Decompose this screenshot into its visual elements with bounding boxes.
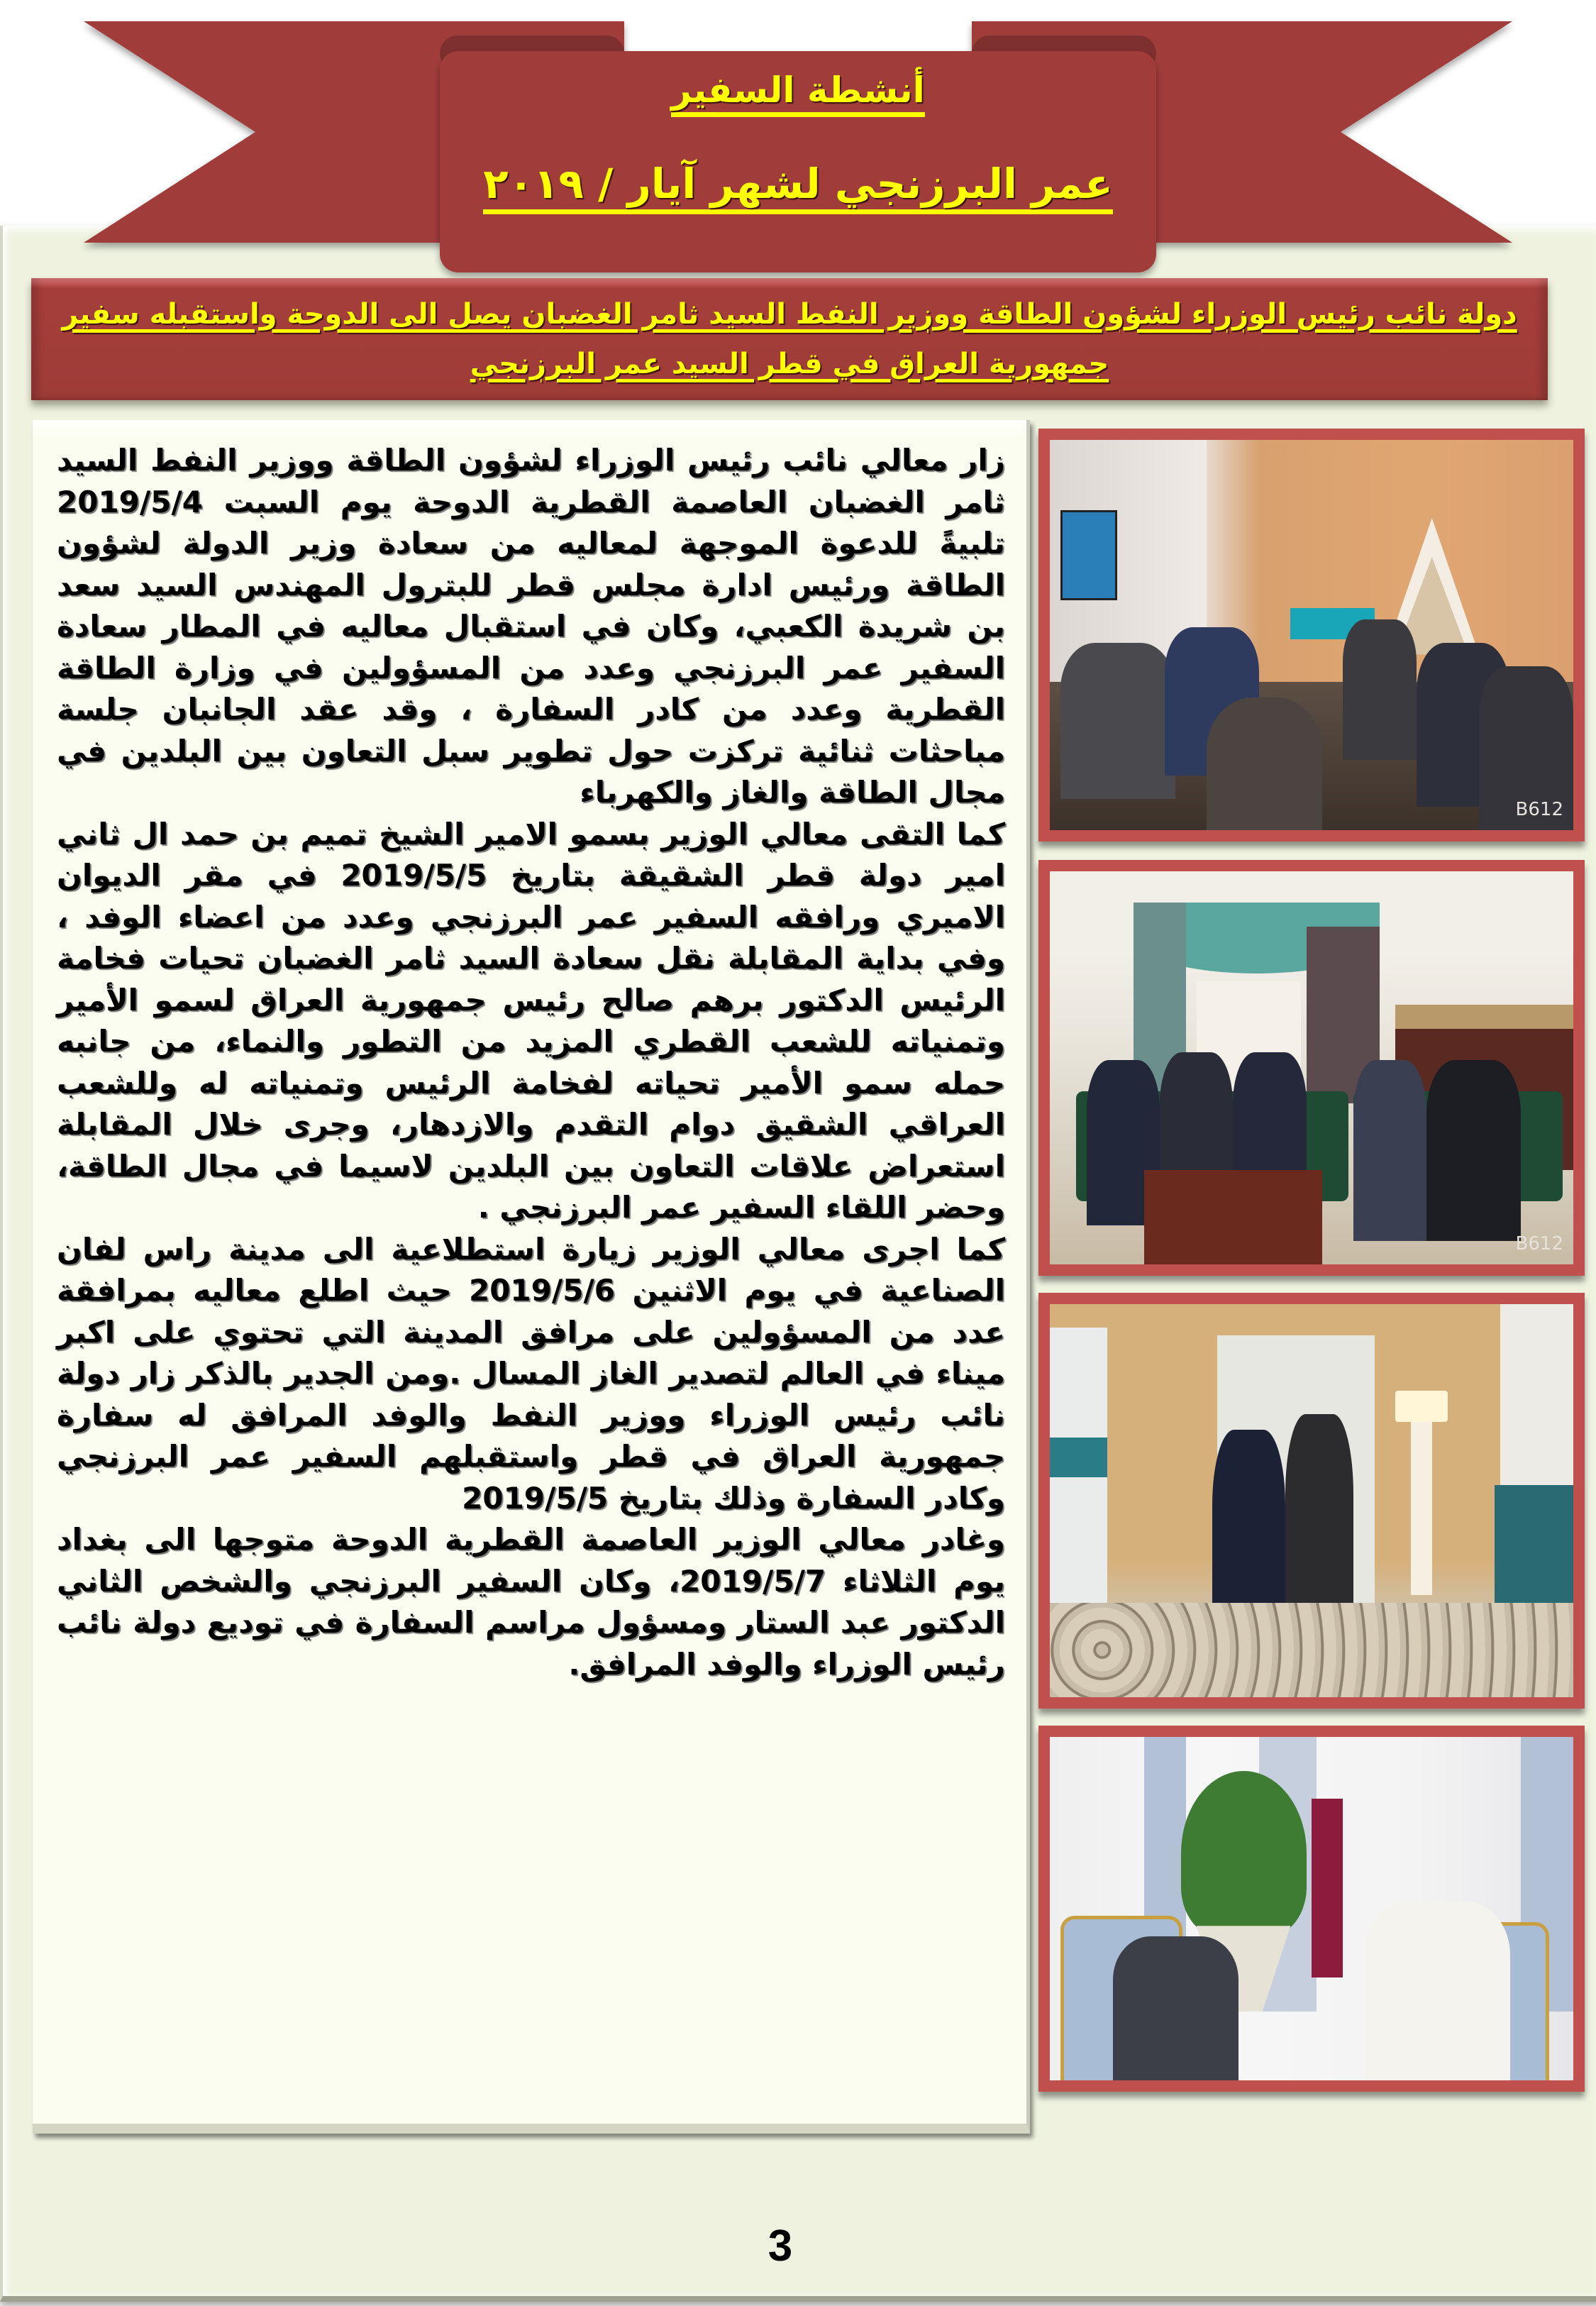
emir-meeting-photo (1038, 1726, 1585, 2092)
article-text-box (33, 420, 1030, 2134)
paragraph-arrival: زار معالي نائب رئيس الوزراء لشؤون الطاقة ووزير النفط السيد ثامر الغضبان العاصمة القطرية الدوحة يوم السبت 2019/5/4 تلبيةً للدعوة الموجهة لمعاليه من سعادة وزير الدولة لشؤون الطاقة ورئيس ادارة مجلس قطر للبترول المهندس السيد سعد بن شريدة الكعبي، وكان في استقبال معاليه في المطار سعادة السفير عمر البرزنجي وعدد من المسؤولين في وزارة الطاقة القطرية وعدد من كادر السفارة ، وقد عقد الجانبان جلسة مباحثات ثنائية تركزت حول تطوير سبل التعاون بين البلدين في مجال الطاقة والغاز والكهرباء (57, 443, 1005, 810)
photo-watermark: B612 (1515, 1233, 1563, 1254)
headline-line-1: دولة نائب رئيس الوزراء لشؤون الطاقة ووزير النفط السيد ثامر الغضبان يصل الى الدوحة واستقبله سفير (62, 298, 1517, 331)
paragraph-ras-laffan-visit: كما اجرى معالي الوزير زيارة استطلاعية الى مدينة راس لفان الصناعية في يوم الاثنين 2019/5/6 حيث اطلع معاليه بمرافقة عدد من المسؤولين على مرافق المدينة التي تحتوي على اكبر ميناء في العالم لتصدير الغاز المسال .ومن الجدير بالذكر زار دولة نائب رئيس الوزراء ووزير النفط والوفد المرافق له سفارة جمهورية العراق في قطر واستقبلهم السفير عمر البرزنجي وكادر السفارة وذلك بتاريخ 2019/5/5 (57, 1231, 1005, 1516)
photo-watermark: B612 (1515, 799, 1563, 820)
paragraph-emir-meeting: كما التقى معالي الوزير بسمو الامير الشيخ تميم بن حمد ال ثاني امير دولة قطر الشقيقة بتاريخ 2019/5/5 في مقر الديوان الاميري ورافقه السفير عمر البرزنجي وعدد من اعضاء الوفد ، وفي بداية المقابلة نقل سعادة السيد ثامر الغضبان تحيات فخامة الرئيس الدكتور برهم صالح رئيس جمهورية العراق لسمو الأمير وتمنياته للشعب القطري المزيد من التطور والنماء، من جانبه حمله سمو الأمير تحياته لفخامة الرئيس وتمنياته له وللشعب العراقي الشقيق دوام التقدم والازدهار، وجرى خلال المقابلة استعراض علاقات التعاون بين البلدين لاسيما في مجال الطاقة، وحضر اللقاء السفير عمر البرزنجي . (57, 816, 1006, 1225)
page-number: 3 (767, 2222, 793, 2271)
page-title: أنشطة السفير (440, 70, 1156, 111)
header-ribbon (0, 0, 1596, 284)
article-headline (31, 278, 1548, 400)
embassy-office-meeting-photo (1038, 860, 1585, 1276)
ribbon-shape (0, 0, 1596, 284)
airport-lounge-meeting-photo (1038, 429, 1585, 842)
minister-and-ambassador-standing-photo (1038, 1293, 1585, 1709)
headline-line-2: جمهورية العراق في قطر السيد عمر البرزنجي (470, 348, 1109, 380)
article-body (57, 440, 1005, 1685)
page-subtitle: عمر البرزنجي لشهر آيار / ٢٠١٩ (440, 160, 1156, 208)
paragraph-departure: وغادر معالي الوزير العاصمة القطرية الدوحة متوجها الى بغداد يوم الثلاثاء 2019/5/7، وكان السفير البرزنجي والشخص الثاني الدكتور عبد الستار ومسؤول مراسم السفارة في توديع دولة نائب رئيس الوزراء والوفد المرافق. (57, 1522, 1006, 1682)
